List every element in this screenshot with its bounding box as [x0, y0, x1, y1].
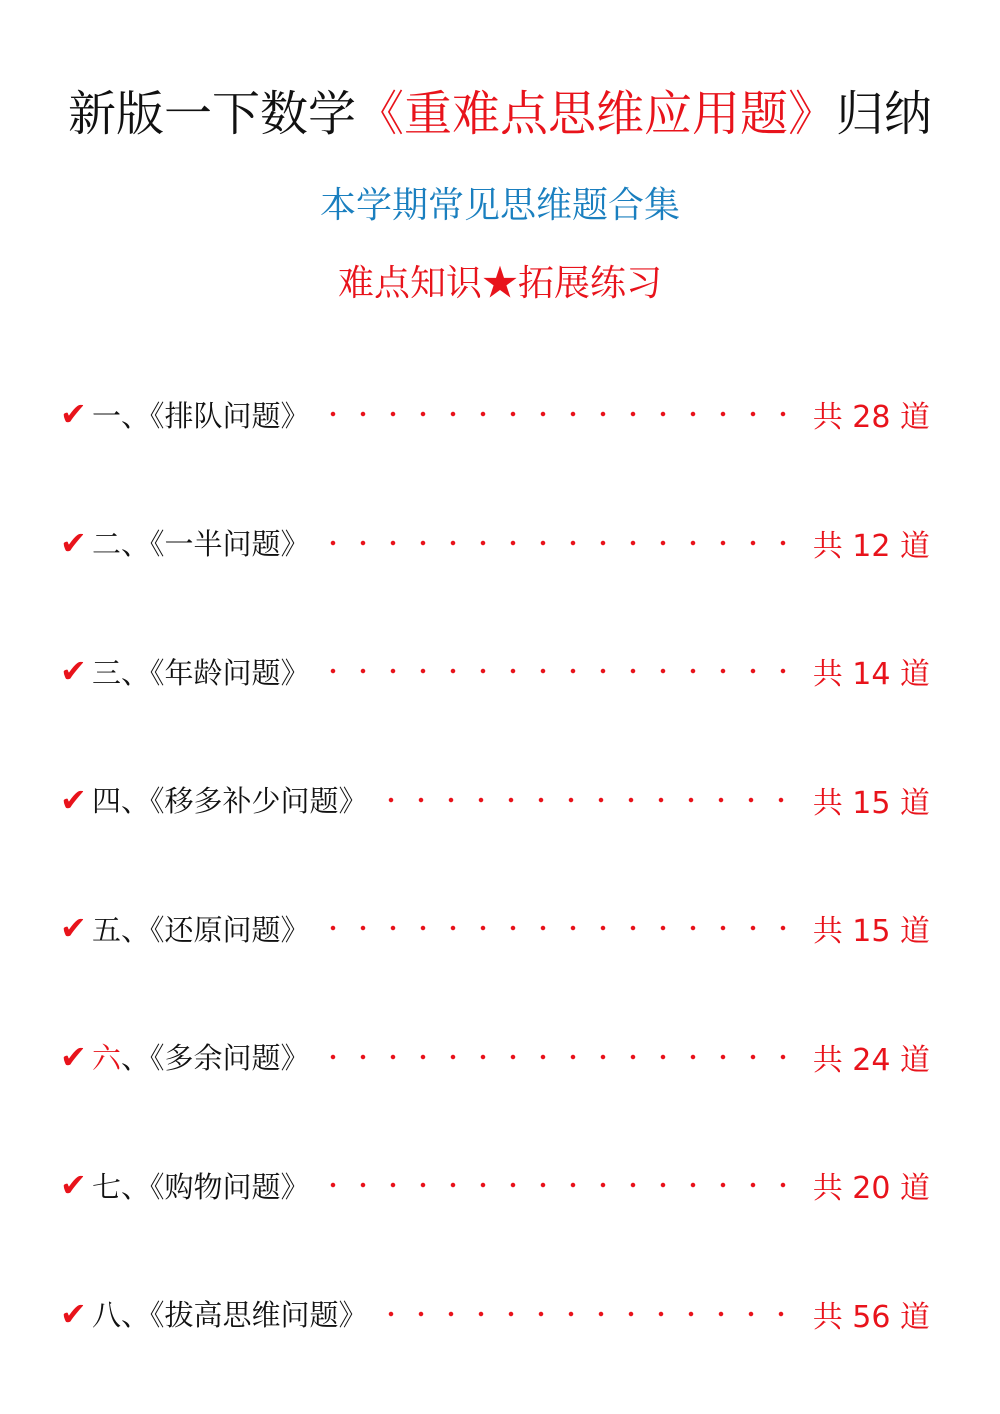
page-title [0, 82, 1000, 146]
toc-separator: 、 [121, 655, 151, 690]
dot-leader [318, 1182, 805, 1188]
toc-ordinal: 二 [92, 527, 122, 561]
toc-item[interactable] [60, 1286, 930, 1414]
checkmark-icon: ✔ [60, 1166, 87, 1204]
toc-title: 《一半问题》 [150, 527, 310, 561]
toc-title: 《购物问题》 [150, 1169, 310, 1204]
dot-leader [376, 1311, 805, 1317]
title-highlight: 《重难点思维应用题》 [355, 86, 836, 142]
dot-leader [376, 797, 805, 803]
toc-item-count: 共 56 道 [812, 1299, 930, 1335]
toc-item-label [92, 779, 368, 820]
toc-title: 《排队问题》 [150, 398, 310, 433]
toc-item[interactable] [60, 772, 930, 901]
dot-leader [318, 1054, 805, 1060]
table-of-contents [60, 386, 930, 1414]
toc-ordinal: 六 [92, 1041, 122, 1075]
toc-separator: 、 [121, 912, 151, 947]
toc-item[interactable] [60, 515, 930, 644]
toc-item[interactable] [60, 1029, 930, 1158]
toc-item[interactable] [60, 386, 930, 515]
checkmark-icon: ✔ [60, 780, 87, 819]
toc-item-count: 共 15 道 [812, 785, 930, 821]
checkmark-icon: ✔ [60, 652, 87, 690]
toc-item[interactable] [60, 643, 930, 772]
checkmark-icon: ✔ [60, 523, 87, 562]
toc-title: 《移多补少问题》 [150, 784, 368, 818]
toc-item-count: 共 28 道 [812, 400, 930, 435]
subtitle: 本学期常见思维题合集 [319, 185, 680, 226]
toc-ordinal: 三 [92, 655, 122, 690]
checkmark-icon: ✔ [60, 395, 87, 433]
checkmark-icon: ✔ [60, 1037, 87, 1076]
dot-leader [318, 925, 805, 931]
toc-ordinal: 八 [92, 1298, 122, 1332]
toc-item-label [92, 1293, 368, 1334]
toc-separator: 、 [121, 527, 151, 561]
toc-item-label [92, 651, 310, 692]
toc-separator: 、 [121, 398, 151, 433]
toc-separator: 、 [121, 1041, 151, 1075]
toc-item[interactable] [60, 900, 930, 1029]
toc-item-label [92, 522, 310, 563]
toc-ordinal: 一 [92, 398, 122, 433]
toc-ordinal: 七 [92, 1169, 122, 1204]
toc-item-label [92, 908, 310, 949]
title-suffix: 归纳 [836, 86, 933, 142]
toc-item-label [92, 394, 310, 435]
toc-item-count: 共 24 道 [812, 1042, 930, 1078]
toc-item-label [92, 1165, 310, 1206]
toc-separator: 、 [121, 784, 151, 818]
dot-leader [318, 668, 805, 674]
toc-title: 《拔高思维问题》 [150, 1298, 368, 1332]
toc-item-count: 共 12 道 [812, 528, 930, 564]
toc-separator: 、 [121, 1169, 151, 1204]
toc-title: 《还原问题》 [150, 912, 310, 947]
toc-separator: 、 [121, 1298, 151, 1332]
toc-ordinal: 四 [92, 784, 122, 818]
toc-item-label [92, 1036, 310, 1077]
toc-ordinal: 五 [92, 912, 122, 947]
tagline: 难点知识★拓展练习 [337, 263, 662, 304]
checkmark-icon: ✔ [60, 1294, 87, 1333]
toc-item-count: 共 20 道 [812, 1171, 930, 1206]
checkmark-icon: ✔ [60, 909, 87, 947]
dot-leader [318, 540, 805, 546]
toc-title: 《年龄问题》 [150, 655, 310, 690]
toc-item-count: 共 14 道 [812, 657, 930, 692]
toc-item[interactable] [60, 1157, 930, 1286]
toc-item-count: 共 15 道 [812, 914, 930, 949]
toc-title: 《多余问题》 [150, 1041, 310, 1075]
title-prefix: 新版一下数学 [67, 86, 356, 142]
dot-leader [318, 411, 805, 417]
